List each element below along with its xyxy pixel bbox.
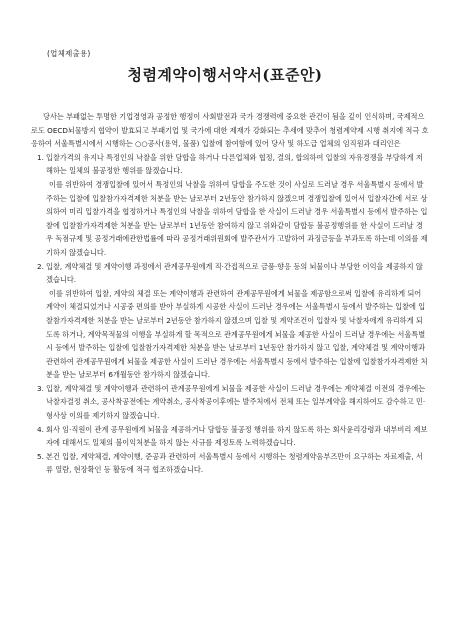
clause-5 xyxy=(31,450,429,477)
clause-number: 5. xyxy=(37,451,44,461)
clause-text: 본건 입찰, 계약체결, 계약이행, 준공과 관련하여 서울특별시 등에서 시행하는 청렴계약옴부즈만이 요구하는 자료제출, 서류 열람, 현장확인 등 활동에 적극 협조하겠습니다. xyxy=(46,451,423,475)
clause-number: 3. xyxy=(37,383,44,393)
clause-text: 입찰가격의 유지나 특정인의 낙찰을 위한 담합을 하거나 다른업체와 협정, 결의, 합의하여 입찰의 자유경쟁을 부당하게 저해하는 일체의 불공정한 행위를 않겠습니다. xyxy=(46,152,423,176)
clause-1 xyxy=(31,151,429,178)
clause-3 xyxy=(31,382,429,423)
clause-2 xyxy=(31,260,429,287)
clause-number: 4. xyxy=(37,424,44,434)
document-body xyxy=(31,110,429,477)
clause-4 xyxy=(31,423,429,450)
clause-text: 입찰, 계약체결 및 계약이행 과정에서 관계공무원에게 직·간접적으로 금품·향응 등의 뇌물이나 부당한 이익을 제공하지 않겠습니다. xyxy=(46,261,423,285)
clause-number: 2. xyxy=(37,261,44,271)
clause-text: 입찰, 계약체결 및 계약이행과 관련하여 관계공무원에게 뇌물을 제공한 사실이 드러날 경우에는 계약체결 이전의 경우에는 낙찰자결정 취소, 공사착공전에는 계약취소, 공사착공이후에는 발주처에서 전체 또는 일부계약을 해지하여도 감수하고 민·형사상 이의를 제기하지 않겠습니다. xyxy=(46,383,426,421)
clause-1-detail: 이를 위반하여 경쟁입찰에 있어서 특정인의 낙찰을 위하여 담합을 주도한 것이 사실로 드러날 경우 서울특별시 등에서 발주하는 입찰에 입찰참가자격제한 처분을 받는 날로부터 2년동안 참가하지 않겠으며 경쟁입찰에 있어서 입찰자간에 서로 상의하여 미리 입찰가격을 협정하거나 특정인의 낙찰을 위하여 담합을 한 사실이 드러날 경우 서울특별시 등에서 발주하는 입찰에 입찰참가자격제한 처분을 받는 날로부터 1년동안 참여하지 않고 위와같이 담합등 불공정행위를 한 사실이 드러날 경우 독점규제 및 공정거래에관한법률에 따라 공정거래위원회에 발주관서가 고발하여 과징금등을 부과토록 하는데 이의를 제기하지 않겠습니다. xyxy=(46,179,428,257)
clause-2-detail: 이를 위반하여 입찰, 계약의 체결 또는 계약이행과 관련하여 관계공무원에게 뇌물을 제공함으로써 입찰에 유리하게 되어 계약이 체결되었거나 시공중 편의를 받아 부실하게 시공한 사실이 드러난 경우에는 서울특별시 등에서 발주하는 입찰에 입찰참가자격제한 처분을 받는 날로부터 2년동안 참가하지 않겠으며 입찰 및 계약조건이 입찰자 및 낙찰자에게 유리하게 되도록 하거나, 계약목적물의 이행을 부실하게 할 목적으로 관계공무원에게 뇌물을 제공한 사실이 드러날 경우에는 서울특별시 등에서 발주하는 입찰에 입찰참가자격제한 처분을 받는 날로부터 1년동안 참가하지 않고 입찰, 계약체결 및 계약이행과 관련하여 관계공무원에게 뇌물을 제공한 사실이 드러난 경우에는 서울특별시 등에서 발주하는 입찰에 입찰참가자격제한 처분을 받는 날로부터 6개월동안 참가하지 않겠습니다. xyxy=(46,288,428,380)
clause-text: 회사 임·직원이 관계 공무원에게 뇌물을 제공하거나 담합등 불공정 행위를 하지 않도록 하는 회사윤리강령과 내부비리 제보자에 대해서도 일체의 불이익처분을 하지 않는 사규를 제정토록 노력하겠습니다. xyxy=(46,424,428,448)
clause-number: 1. xyxy=(37,152,44,162)
intro-paragraph: 당사는 부패없는 투명한 기업경영과 공정한 행정이 사회발전과 국가 경쟁력에 중요한 관건이 됨을 깊이 인식하며, 국제적으로도 OECD뇌물방지 협약이 발효되고 부패기업 및 국가에 대한 제재가 강화되는 추세에 맞추어 청렴계약제 시행 취지에 적극 호응하여 서울특별시에서 시행하는 ○○공사(용역, 물품) 입찰에 참여함에 있어 당사 및 하도급 업체의 임직원과 대리인은 xyxy=(31,112,429,149)
submission-tag: (업체제출용) xyxy=(47,49,91,58)
document-title: 청렴계약이행서약서(표준안) xyxy=(127,66,323,84)
